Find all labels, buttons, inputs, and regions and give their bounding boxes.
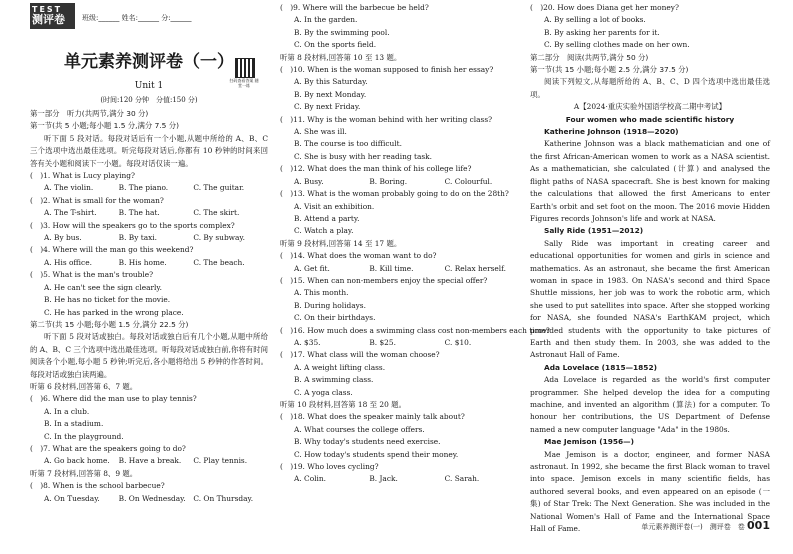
option-row — [30, 455, 268, 467]
text-line: ( )12. What does the man think of his college life? — [280, 164, 472, 174]
option: A. Busy. — [294, 176, 324, 186]
page-footer — [530, 520, 770, 533]
option-row — [30, 232, 268, 244]
option: C. The guitar. — [193, 183, 245, 193]
text-line: A. In a club. — [44, 406, 90, 416]
text-line: B. Attend a party. — [294, 213, 360, 223]
text-line: B. The course is too difficult. — [294, 139, 402, 149]
text-line: B. A swimming class. — [294, 375, 374, 385]
option: B. The piano. — [118, 183, 169, 193]
option: A. Go back home. — [44, 456, 110, 466]
option: C. Play tennis. — [193, 456, 248, 466]
text-line: Mae Jemison (1956—) — [544, 437, 634, 447]
text-line: A. A weight lifting class. — [294, 362, 386, 372]
option-row — [30, 207, 268, 219]
text-line: 听第 10 段材料,回答第 18 至 20 题。 — [280, 400, 406, 409]
option: B. By taxi. — [118, 233, 158, 243]
option: B. The hat. — [118, 208, 160, 218]
page-number: 001 — [747, 519, 770, 532]
option-row — [280, 473, 520, 485]
unit-label: Unit 1 — [134, 81, 164, 91]
text-line: A. By selling a lot of books. — [544, 15, 646, 25]
text-line: ( )6. Where did the man use to play tennis? — [30, 394, 197, 404]
option: B. Have a break. — [118, 456, 182, 466]
column-middle-body — [280, 0, 550, 486]
text-line: B. Why today's students need exercise. — [294, 437, 441, 447]
text-line: ( )7. What are the speakers going to do? — [30, 443, 186, 453]
footer-text: 单元素养测评卷(一) 测评卷 卷 — [641, 523, 745, 531]
text-line: B. He has no ticket for the movie. — [44, 295, 171, 305]
option-row — [30, 182, 268, 194]
column-right — [530, 0, 770, 535]
text-line: Sally Ride (1951—2012) — [544, 226, 644, 236]
text-line: ( )11. Why is the woman behind with her writing class? — [280, 114, 493, 124]
text-line: ( )20. How does Diana get her money? — [530, 3, 679, 12]
text-line: C. By next Friday. — [294, 102, 361, 112]
logo-bottom: 测评卷 — [32, 13, 65, 26]
option: B. His home. — [118, 257, 167, 267]
text-line: 第二部分 阅读(共两节,满分 50 分) — [530, 52, 649, 62]
text-line: B. By the swimming pool. — [294, 27, 390, 37]
text-line: C. In the playground. — [44, 431, 124, 441]
option: A. Colin. — [294, 474, 326, 484]
logo-top: TEST — [32, 5, 63, 14]
text-line: C. How today's students spend their money. — [294, 449, 459, 459]
test-logo — [30, 3, 75, 29]
text-line: ( )13. What is the woman probably going to do on the 28th? — [280, 189, 509, 199]
text-line: Four women who made scientific history — [565, 114, 735, 124]
option: B. On Wednesday. — [118, 493, 186, 503]
text-line: Katherine Johnson (1918—2020) — [544, 127, 679, 137]
text-line: A. He can't see the sign clearly. — [44, 282, 162, 292]
text-line: ( )17. What class will the woman choose? — [280, 350, 440, 360]
option: A. Get fit. — [294, 263, 330, 273]
text-line: 第一节(共 5 小题;每小题 1.5 分,满分 7.5 分) — [30, 121, 179, 131]
text-line: A. Visit an exhibition. — [294, 201, 375, 211]
text-line: ( )5. What is the man's trouble? — [30, 270, 154, 280]
option: C. Sarah. — [444, 474, 480, 484]
text-line: ( )3. How will the speakers go to the sports complex? — [30, 220, 235, 230]
text-line: A【2024·重庆实验外国语学校高二期中考试】 — [573, 102, 727, 112]
text-line: C. Watch a play. — [294, 226, 354, 236]
time-info: (时间:120 分钟 分值:150 分) — [100, 96, 198, 104]
option: C. By subway. — [193, 233, 245, 243]
option: C. On Thursday. — [193, 493, 254, 503]
text-line: 听下面 5 段对话。每段对话后有一个小题,从题中所给的 A、B、C 三个选项中选出最佳选项。听完每段对话后,你都有 10 秒钟的时间来回答有关小题和阅读下一小题。每段对话仅读一遍。 — [30, 133, 268, 168]
text-line: C. He has parked in the wrong place. — [44, 307, 184, 317]
text-line: ( )15. When can non-members enjoy the special offer? — [280, 275, 488, 285]
option: A. The T-shirt. — [44, 208, 97, 218]
option: C. Colourful. — [444, 176, 493, 186]
text-line: Sally Ride was important in creating career and educational opportunities for women and girls in science and mathematics. As an astronaut, she became the first American woman in space in 1983. On NASA's second and third Space Shuttle missions, her job was to work the robotic arm, which she used to put satellites into space. After she stopped working for NASA, she founded NASA's EarthKAM project, which provided students with the opportunity to take pictures of Earth and then study them. In 2003, she was added to the Astronaut Hall of Fame. — [530, 238, 770, 360]
option: C. Relax herself. — [444, 263, 506, 273]
name-label: 姓名: — [121, 14, 138, 22]
text-line: ( )8. When is the school barbecue? — [30, 481, 165, 491]
text-line: 听第 7 段材料,回答第 8、9 题。 — [30, 468, 138, 478]
option: C. The skirt. — [193, 208, 240, 218]
option-row — [30, 493, 268, 505]
text-line: ( )4. Where will the man go this weekend? — [30, 245, 194, 255]
text-line: ( )14. What does the woman want to do? — [280, 251, 437, 261]
qr-code-icon — [235, 58, 255, 78]
column-left-body — [30, 108, 268, 505]
text-line: ( )19. Who loves cycling? — [280, 462, 379, 472]
text-line: 听下面 5 段对话或独白。每段对话或独白后有几个小题,从题中所给的 A、B、C 三个选项中选出最佳选项。听每段对话或独白前,你将有时间阅读各个小题,每小题 5 秒钟;听完后,各小题将给出 5 秒钟的作答时间。每段对话或独白读两遍。 — [30, 332, 268, 379]
option: A. By bus. — [44, 233, 82, 243]
text-line: A. In the garden. — [294, 15, 358, 25]
column-middle — [280, 0, 550, 486]
text-line: Ada Lovelace is regarded as the world's first computer programmer. She helped develop the idea for a computing machine, and invented an algorithm (算法) for a computer. To honour her contributions, the US Department of Defense named a new computer language "Ada" in the 1980s. — [530, 375, 770, 434]
text-line: ( )10. When is the woman supposed to finish her essay? — [280, 65, 494, 75]
option: B. Boring. — [369, 176, 408, 186]
text-line: 听第 8 段材料,回答第 10 至 13 题。 — [280, 52, 402, 62]
option-row — [280, 263, 520, 275]
text-line: A. By this Saturday. — [294, 77, 368, 87]
text-line: Katherine Johnson was a black mathematician and one of the first African-American women to work as a NASA scientist. As a mathematician, she calculated (计算) and analysed the flight paths of NASA spacecraft. She is best known for making the calculations that allowed the first Americans to enter Earth's orbit and set foot on the moon. The 2016 movie Hidden Figures records Johnson's life and work at NASA. — [530, 139, 770, 223]
text-line: B. In a stadium. — [44, 419, 104, 429]
option: A. $35. — [294, 337, 321, 347]
text-line: A. What courses the college offers. — [294, 424, 425, 434]
text-line: 听第 9 段材料,回答第 14 至 17 题。 — [280, 238, 402, 248]
text-line: 第一节(共 15 小题;每小题 2.5 分,满分 37.5 分) — [530, 65, 689, 75]
option-row — [280, 337, 520, 349]
page-title: 单元素养测评卷（一） — [64, 52, 234, 72]
option: A. The violin. — [44, 183, 94, 193]
text-line: C. She is busy with her reading task. — [294, 151, 432, 161]
text-line: 阅读下列短文,从每题所给的 A、B、C、D 四个选项中选出最佳选项。 — [530, 77, 770, 99]
option-row — [280, 176, 520, 188]
text-line: ( )16. How much does a swimming class cost non-members each time? — [280, 325, 550, 335]
text-line: C. A yoga class. — [294, 387, 353, 397]
student-fields: 班级:______ 姓名:______ 分:______ — [82, 14, 192, 22]
option: B. Jack. — [369, 474, 398, 484]
option: B. $25. — [369, 337, 396, 347]
text-line: 听第 6 段材料,回答第 6、7 题。 — [30, 381, 138, 391]
column-right-body — [530, 0, 770, 535]
text-line: Ada Lovelace (1815—1852) — [544, 362, 657, 372]
text-line: Mae Jemison is a doctor, engineer, and former NASA astronaut. In 1992, she became the first Black woman to travel into space. Jemison excels in many scientific fields, has authored several books, and even appeared on an episode (一集) of Star Trek: The Next Generation. She was included in the National Women's Hall of Fame and the International Space Hall of Fame. — [530, 449, 770, 534]
option: C. $10. — [444, 337, 472, 347]
class-label: 班级: — [82, 14, 99, 22]
option: B. Kill time. — [369, 263, 414, 273]
qr-caption: 扫码查看答案 随堂一练 — [229, 78, 259, 88]
text-line: C. On the sports field. — [294, 40, 377, 50]
text-line: ( )1. What is Lucy playing? — [30, 171, 135, 181]
text-line: ( )18. What does the speaker mainly talk about? — [280, 412, 465, 422]
text-line: ( )9. Where will the barbecue be held? — [280, 3, 429, 12]
text-line: A. This month. — [294, 288, 349, 298]
option: A. On Tuesday. — [44, 493, 100, 503]
option: C. The beach. — [193, 257, 245, 267]
option: A. His office. — [44, 257, 92, 267]
text-line: ( )2. What is small for the woman? — [30, 195, 164, 205]
text-line: 第二节(共 15 小题;每小题 1.5 分,满分 22.5 分) — [30, 319, 189, 329]
text-line: C. By selling clothes made on her own. — [544, 40, 690, 50]
text-line: B. By next Monday. — [294, 89, 367, 99]
text-line: B. During holidays. — [294, 300, 366, 310]
score-label: 分: — [161, 14, 171, 22]
text-line: A. She was ill. — [294, 127, 347, 137]
text-line: 第一部分 听力(共两节,满分 30 分) — [30, 109, 149, 118]
text-line: C. On their birthdays. — [294, 313, 376, 323]
option-row — [30, 257, 268, 269]
text-line: B. By asking her parents for it. — [544, 27, 660, 37]
